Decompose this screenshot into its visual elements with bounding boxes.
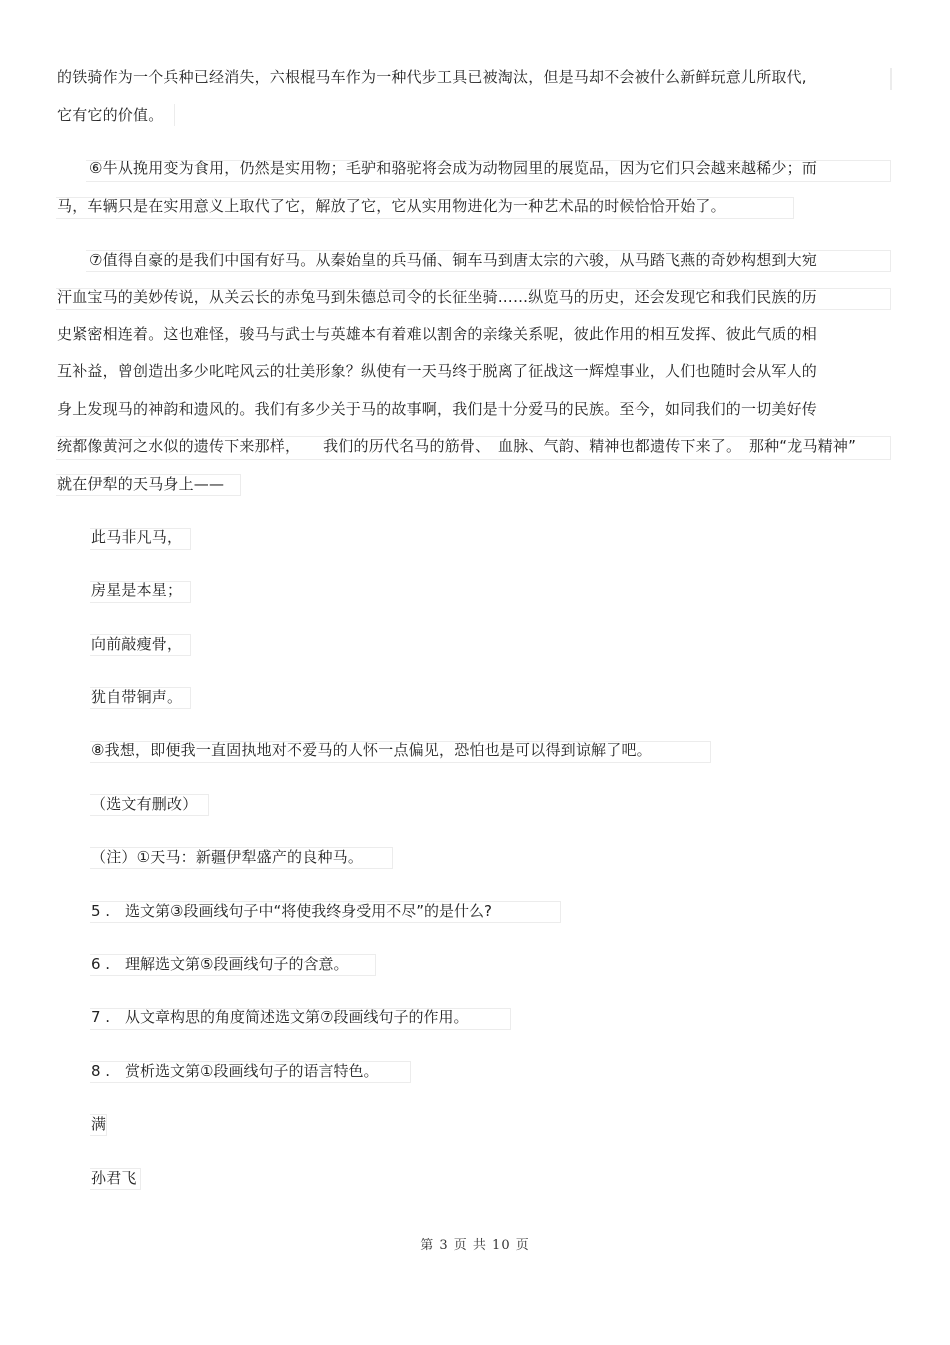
poem-line-2: 房星是本星；: [91, 581, 183, 599]
paragraph-7-line-3: 史紧密相连着。这也难怪，骏马与武士与英雄本有着难以割舍的亲缘关系呢，彼此作用的相互发挥、彼此气质的相: [57, 325, 818, 343]
paragraph-7-line-1: ⑦值得自豪的是我们中国有好马。从秦始皇的兵马俑、铜车马到唐太宗的六骏，从马踏飞燕的奇妙构想到大宛: [89, 251, 818, 269]
question-text: 理解选文第⑤段画线句子的含意。: [125, 955, 349, 973]
paragraph-7-line-5: 身上发现马的神韵和遗风的。我们有多少关于马的故事啊，我们是十分爱马的民族。至今，如同我们的一切美好传: [57, 400, 818, 418]
paragraph-5-line-1: 的铁骑作为一个兵种已经消失，六根棍马车作为一种代步工具已被淘汰，但是马却不会被什么新鲜玩意儿所取代,: [57, 68, 807, 86]
annotation-note: （注）①天马：新疆伊犁盛产的良种马。: [91, 848, 364, 866]
edit-note: （选文有删改）: [91, 795, 198, 813]
paragraph-6-line-1: ⑥牛从挽用变为食用，仍然是实用物；毛驴和骆驼将会成为动物园里的展览品，因为它们只会越来越稀少；而: [89, 159, 818, 177]
paragraph-8: ⑧我想，即便我一直固执地对不爱马的人怀一点偏见，恐怕也是可以得到谅解了吧。: [91, 741, 652, 759]
paragraph-5-line-2: 它有它的价值。: [57, 106, 164, 124]
next-article-author: 孙君飞: [91, 1169, 137, 1187]
question-6: [91, 954, 348, 974]
question-number: 6 .: [91, 955, 111, 973]
question-number: 8 .: [91, 1062, 111, 1080]
question-text: 从文章构思的角度简述选文第⑦段画线句子的作用。: [125, 1008, 469, 1026]
poem-line-3: 向前敲瘦骨，: [91, 635, 183, 653]
poem-line-4: 犹自带铜声。: [91, 688, 183, 706]
question-5: [91, 901, 492, 921]
next-article-title: 满: [91, 1115, 107, 1133]
question-7: [91, 1007, 468, 1027]
page-footer: 第 3 页 共 10 页: [420, 1238, 530, 1253]
paragraph-7-line-2: 汗血宝马的美妙传说，从关云长的赤兔马到朱德总司令的长征坐骑……纵览马的历史，还会发现它和我们民族的历: [57, 288, 818, 306]
question-number: 7 .: [91, 1008, 111, 1026]
paragraph-7-line-4: 互补益，曾创造出多少叱咤风云的壮美形象？纵使有一天马终于脱离了征战这一辉煌事业，人们也随时会从军人的: [57, 362, 818, 380]
poem-line-1: 此马非凡马，: [91, 528, 183, 546]
question-text: 赏析选文第①段画线句子的语言特色。: [125, 1062, 379, 1080]
line-box: [890, 68, 892, 90]
question-8: [91, 1061, 378, 1081]
question-number: 5 .: [91, 902, 111, 920]
question-text: 选文第③段画线句子中“将使我终身受用不尽”的是什么?: [125, 902, 492, 920]
paragraph-7-line-7: 就在伊犁的天马身上——: [57, 475, 225, 493]
paragraph-6-line-2: 马，车辆只是在实用意义上取代了它，解放了它，它从实用物进化为一种艺术品的时候恰恰开始了。: [57, 197, 726, 215]
paragraph-7-line-6: 统都像黄河之水似的遗传下来那样， 我们的历代名马的筋骨、 血脉、气韵、精神也都遗传下来了。 那种“龙马精神”: [57, 437, 857, 455]
